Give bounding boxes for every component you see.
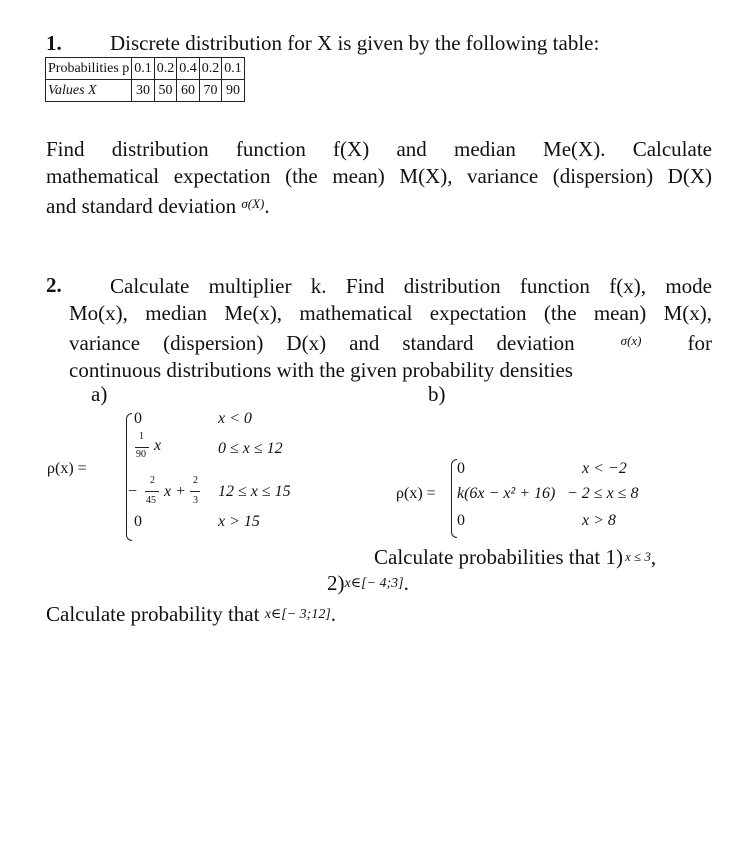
case-condition: − 2 ≤ x ≤ 8: [567, 485, 639, 502]
fraction-bar: [135, 447, 149, 448]
problem-2-line: [69, 327, 712, 357]
problem-2-number: 2.: [46, 273, 62, 297]
table-row-label: Values X: [46, 80, 132, 102]
prob-text: Calculate probability that: [46, 602, 260, 626]
part-b-probability: [374, 545, 656, 570]
case-middle: x +: [164, 483, 186, 500]
case-expr: 0: [457, 512, 465, 529]
part-a-brace: [126, 413, 132, 541]
fraction-denominator: 90: [136, 449, 146, 460]
for-word: for: [687, 331, 713, 355]
table-row: [46, 80, 245, 102]
problem-1-line: mathematical expectation (the mean) M(X), variance (dispersion) D(X): [46, 164, 712, 188]
case-condition: 12 ≤ x ≤ 15: [218, 483, 291, 500]
period: .: [403, 571, 409, 595]
distribution-table: [45, 57, 245, 102]
problem-1-number: 1.: [46, 31, 62, 55]
prob-text: Calculate probabilities that 1): [374, 545, 624, 569]
case-condition: x < −2: [582, 460, 627, 477]
table-cell: 90: [222, 80, 245, 102]
problem-1-line: Find distribution function f(X) and median Me(X). Calculate: [46, 137, 712, 161]
problem-2-line: continuous distributions with the given probability densities: [69, 358, 573, 382]
sigma-symbol: σ(x): [620, 333, 642, 348]
table-cell: 0.1: [222, 58, 245, 80]
fraction-denominator: 3: [193, 495, 198, 506]
table-cell: 0.1: [132, 58, 155, 80]
case-condition: x < 0: [218, 410, 252, 427]
case-condition: x > 8: [582, 512, 616, 529]
problem-2-text: [69, 273, 712, 384]
case-condition: x > 15: [218, 513, 260, 530]
comma: ,: [650, 545, 657, 569]
problem-2-line: Mo(x), median Me(x), mathematical expectation (the mean) M(x),: [69, 301, 712, 325]
case-expr: 0: [134, 410, 142, 427]
problem-1-text: [46, 136, 712, 220]
part-b-probability-2: [327, 571, 409, 596]
case-expr: k(6x − x² + 16): [457, 485, 556, 502]
prob-interval: x∈[− 3;12]: [264, 607, 331, 622]
item-number: 2): [327, 571, 345, 595]
table-row-label: Probabilities p: [46, 58, 132, 80]
case-expr: 0: [134, 513, 142, 530]
table-cell: 60: [177, 80, 200, 102]
fraction-bar: [190, 491, 200, 492]
problem-1-line: [46, 190, 712, 220]
table-cell: 70: [199, 80, 222, 102]
case-condition: 0 ≤ x ≤ 12: [218, 440, 283, 457]
table-cell: 0.2: [199, 58, 222, 80]
table-row: [46, 58, 245, 80]
problem-2-line: Calculate multiplier k. Find distribution function f(x), mode: [110, 274, 712, 298]
prob-condition: x ≤ 3: [625, 549, 651, 564]
fraction-numerator: 2: [150, 475, 155, 486]
period: .: [264, 194, 270, 218]
table-cell: 50: [154, 80, 177, 102]
part-a-lhs: ρ(x) =: [47, 460, 87, 477]
table-cell: 0.2: [154, 58, 177, 80]
part-b-label: b): [428, 382, 446, 406]
part-a-label: a): [91, 382, 108, 406]
case-variable: x: [154, 437, 162, 454]
prob-interval: x∈[− 4;3]: [344, 576, 404, 591]
part-b-lhs: ρ(x) =: [396, 485, 436, 502]
minus-sign: −: [128, 483, 138, 500]
table-cell: 0.4: [177, 58, 200, 80]
sigma-symbol: σ(X): [241, 196, 265, 211]
fraction-numerator: 2: [193, 475, 198, 486]
table-cell: 30: [132, 80, 155, 102]
problem-1-line-text: and standard deviation: [46, 194, 237, 218]
fraction-bar: [145, 491, 159, 492]
part-a-probability: [46, 602, 336, 627]
fraction-denominator: 45: [146, 495, 156, 506]
problem-1-intro: Discrete distribution for X is given by the following table:: [110, 31, 600, 55]
period: .: [330, 602, 337, 626]
fraction-numerator: 1: [139, 431, 144, 442]
problem-2-line-text: variance (dispersion) D(x) and standard deviation: [69, 331, 575, 355]
case-expr: 0: [457, 460, 465, 477]
